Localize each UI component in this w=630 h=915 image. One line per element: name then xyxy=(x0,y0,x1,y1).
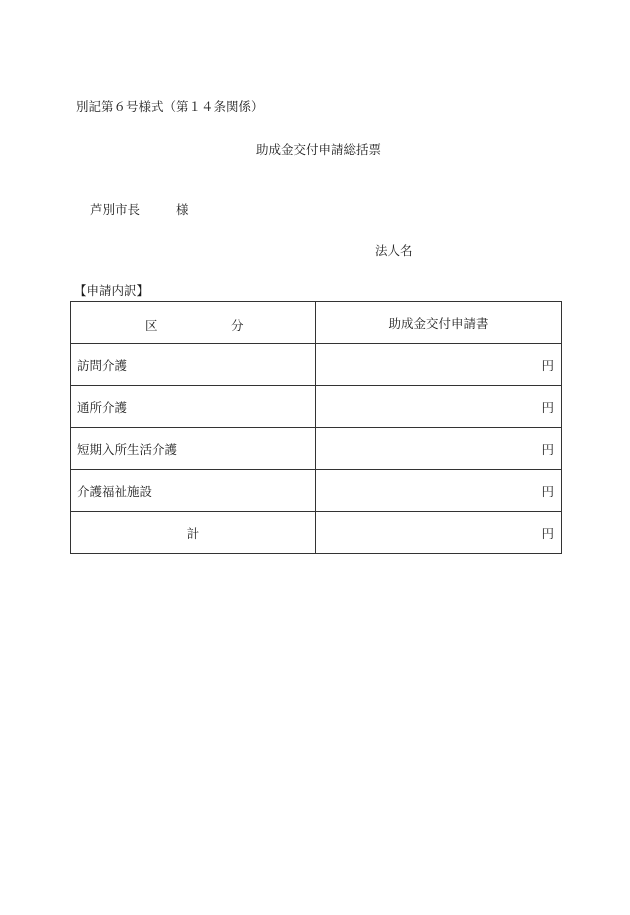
amount-cell: 円 xyxy=(316,470,562,512)
total-amount-cell: 円 xyxy=(316,512,562,554)
amount-cell: 円 xyxy=(316,386,562,428)
addressee-honorific: 様 xyxy=(176,202,189,217)
section-heading: 【申請内訳】 xyxy=(74,283,150,298)
category-cell: 訪問介護 xyxy=(71,344,316,386)
table-row xyxy=(71,344,562,386)
category-cell: 通所介護 xyxy=(71,386,316,428)
category-cell: 介護福祉施設 xyxy=(71,470,316,512)
category-cell: 短期入所生活介護 xyxy=(71,428,316,470)
category-header-char-2: 分 xyxy=(231,318,244,333)
total-label-cell: 計 xyxy=(71,512,316,554)
category-header-char-1: 区 xyxy=(145,318,158,333)
table-header-row xyxy=(71,302,562,344)
application-breakdown-table xyxy=(70,301,562,554)
table-row xyxy=(71,386,562,428)
total-row xyxy=(71,512,562,554)
table-row xyxy=(71,470,562,512)
amount-column-header: 助成金交付申請書 xyxy=(316,302,562,344)
addressee-name: 芦別市長 xyxy=(90,202,141,217)
form-number: 別記第６号様式（第１４条関係） xyxy=(76,99,264,114)
category-column-header xyxy=(71,302,316,344)
amount-cell: 円 xyxy=(316,344,562,386)
amount-cell: 円 xyxy=(316,428,562,470)
document-title: 助成金交付申請総括票 xyxy=(256,142,382,157)
corporation-name-label: 法人名 xyxy=(375,243,413,258)
table-row xyxy=(71,428,562,470)
